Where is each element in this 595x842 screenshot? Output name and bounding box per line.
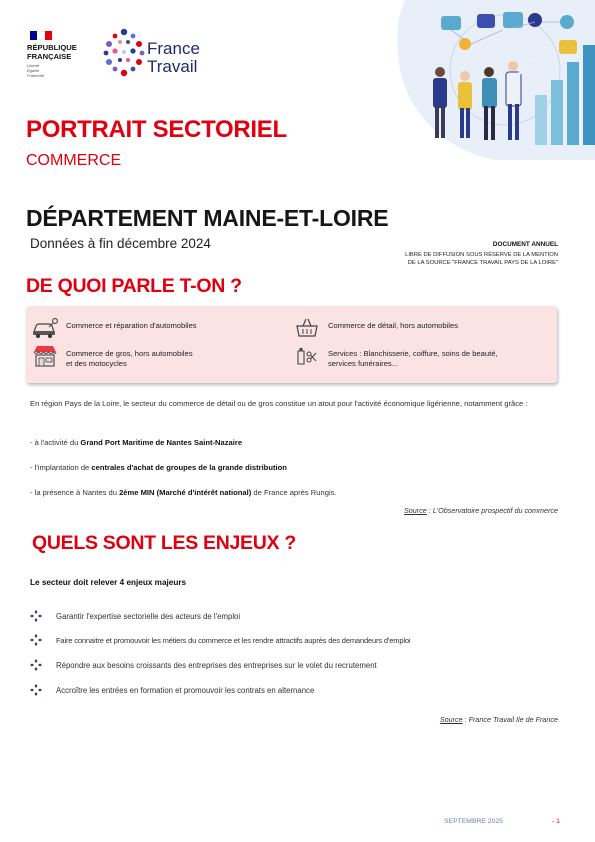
republique-line-1: RÉPUBLIQUE xyxy=(27,43,77,52)
brand-line-1: France xyxy=(147,39,200,58)
section-title-scope: DE QUOI PARLE T-ON ? xyxy=(26,275,242,297)
wholesale-store-icon xyxy=(30,344,60,368)
challenge-item: Répondre aux besoins croissants des entreprises des entreprises sur le volet du recrutement xyxy=(30,659,377,671)
source-text: : L'Observatoire prospectif du commerce xyxy=(426,506,558,515)
bullet-emphasis: 2ème MIN (Marché d'intérêt national) xyxy=(119,488,252,497)
french-flag-icon xyxy=(30,31,52,40)
source-label: Source xyxy=(404,506,427,515)
challenge-item: Faire connaitre et promouvoir les métiers du commerce et les rendre attractifs auprès des demandeurs d'emploi xyxy=(30,634,410,646)
diffusion-notice-line-1: LIBRE DE DIFFUSION SOUS RÉSERVE DE LA MENTION xyxy=(405,252,558,258)
scope-item-label: Services : Blanchisserie, coiffure, soins de beauté, services funéraires... xyxy=(328,349,498,368)
source-label: Source xyxy=(439,715,463,724)
diamond-bullet-icon xyxy=(30,610,42,622)
diamond-bullet-icon xyxy=(30,684,42,696)
bullet-emphasis: centrales d'achat de groupes de la grande distribution xyxy=(91,463,287,472)
sector-scope-box xyxy=(26,306,557,383)
scope-item-label: Commerce de gros, hors automobiles et des motocycles xyxy=(66,349,193,368)
data-date: Données à fin décembre 2024 xyxy=(30,236,211,251)
challenge-item: Accroître les entrées en formation et promouvoir les contrats en alternance xyxy=(30,684,314,696)
source-text: : France Travail Ile de France xyxy=(462,715,558,724)
page-number: - 1 xyxy=(552,818,560,825)
republique-line-2: FRANÇAISE xyxy=(27,51,72,61)
section2-source xyxy=(440,715,558,724)
bullet-centrales: - l'implantation de centrales d'achat de groupes de la grande distribution xyxy=(30,463,287,472)
bullet-min: - la présence à Nantes du 2ème MIN (Marché d'intérêt national) de France après Rungis. xyxy=(30,488,337,497)
services-icon xyxy=(292,344,322,368)
bullet-emphasis: Grand Port Maritime de Nantes Saint-Nazaire xyxy=(80,438,243,447)
bullet-port: - à l'activité du Grand Port Maritime de Nantes Saint-Nazaire xyxy=(30,438,243,447)
scope-item-label: Commerce et réparation d'automobiles xyxy=(66,321,197,330)
page-title: PORTRAIT SECTORIEL xyxy=(26,116,287,143)
diffusion-notice xyxy=(405,251,558,267)
document-type: DOCUMENT ANNUEL xyxy=(492,241,558,248)
motto-line-2: Égalité xyxy=(27,67,40,73)
team-growth-illustration xyxy=(385,0,595,160)
challenges-intro: Le secteur doit relever 4 enjeux majeurs xyxy=(30,578,187,587)
scope-item-label: Commerce de détail, hors automobiles xyxy=(328,321,458,330)
motto-line-1: Liberté xyxy=(27,63,40,68)
section1-source xyxy=(404,506,558,515)
page-subtitle: COMMERCE xyxy=(26,152,122,169)
footer-date: SEPTEMBRE 2025 xyxy=(444,818,503,825)
france-travail-dots-icon xyxy=(102,27,146,77)
diffusion-notice-line-2: DE LA SOURCE "FRANCE TRAVAIL PAYS DE LA LOIRE" xyxy=(407,260,558,266)
challenge-item: Garantir l'expertise sectorielle des acteurs de l'emploi xyxy=(30,610,240,622)
scope-item-wholesale xyxy=(30,344,193,369)
section1-intro: En région Pays de la Loire, le secteur du commerce de détail ou de gros constitue un atout pour l'activité économique ligérienne, notamment grâce : xyxy=(30,399,528,408)
scope-item-retail xyxy=(292,316,458,340)
section-title-challenges: QUELS SONT LES ENJEUX ? xyxy=(32,532,296,554)
scope-item-automobile xyxy=(30,316,197,340)
department-title: DÉPARTEMENT MAINE-ET-LOIRE xyxy=(26,205,389,231)
motto-line-3: Fraternité xyxy=(27,72,45,78)
retail-basket-icon xyxy=(292,316,322,340)
diamond-bullet-icon xyxy=(30,634,42,646)
car-repair-icon xyxy=(30,316,60,340)
brand-line-2: Travail xyxy=(147,57,198,76)
france-travail-logo-text xyxy=(147,40,200,76)
diamond-bullet-icon xyxy=(30,659,42,671)
scope-item-services xyxy=(292,344,498,369)
